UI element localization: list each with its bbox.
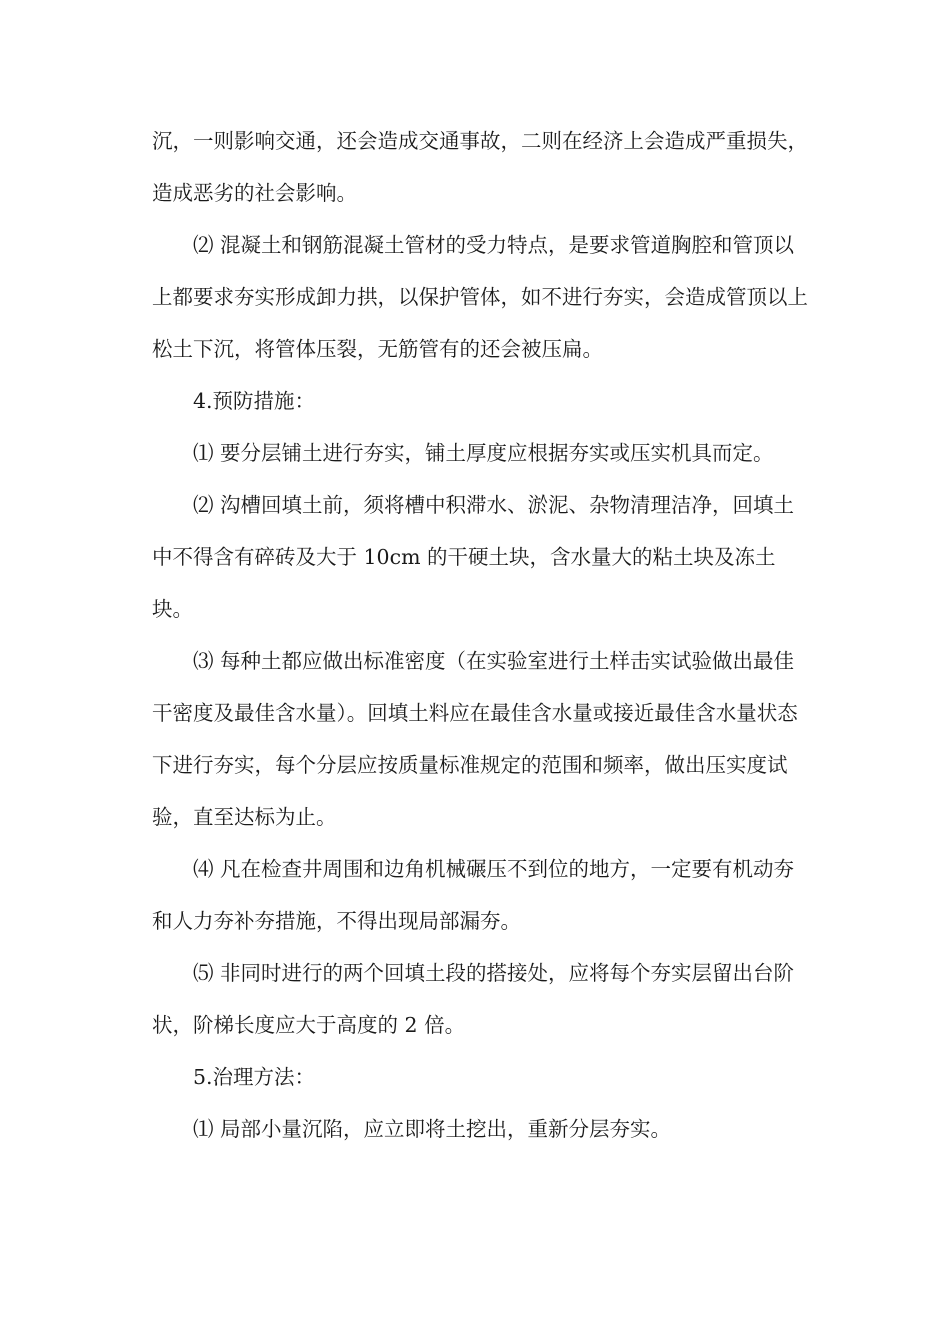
paragraph-prevention-item-4: ⑷ 凡在检查井周围和边角机械碾压不到位的地方，一定要有机动夯和人力夯补夯措施，不得出现局部漏夯。 bbox=[152, 857, 795, 933]
paragraph-continuation: 沉，一则影响交通，还会造成交通事故，二则在经济上会造成严重损失，造成恶劣的社会影响。 bbox=[152, 129, 808, 205]
paragraph-item-2-load-characteristics: ⑵ 混凝土和钢筋混凝土管材的受力特点，是要求管道胸腔和管顶以上都要求夯实形成卸力拱，以保护管体，如不进行夯实，会造成管顶以上松土下沉，将管体压裂，无筋管有的还会被压扁。 bbox=[152, 233, 808, 361]
paragraph-prevention-item-3: ⑶ 每种土都应做出标准密度（在实验室进行土样击实试验做出最佳干密度及最佳含水量）。回填土料应在最佳含水量或接近最佳含水量状态下进行夯实，每个分层应按质量标准规定的范围和频率，做出压实度试验，直至达标为止。 bbox=[152, 649, 798, 829]
paragraph-prevention-item-1: ⑴ 要分层铺土进行夯实，铺土厚度应根据夯实或压实机具而定。 bbox=[193, 441, 774, 465]
paragraph-treatment-item-1: ⑴ 局部小量沉陷，应立即将土挖出，重新分层夯实。 bbox=[193, 1117, 672, 1141]
section-heading-treatment-methods: 5.治理方法： bbox=[193, 1065, 316, 1089]
section-heading-prevention-measures: 4.预防措施： bbox=[193, 389, 316, 413]
paragraph-prevention-item-2: ⑵ 沟槽回填土前，须将槽中积滞水、淤泥、杂物清理洁净，回填土中不得含有碎砖及大于 10cm 的干硬土块，含水量大的粘土块及冻土块。 bbox=[152, 493, 795, 621]
paragraph-prevention-item-5: ⑸ 非同时进行的两个回填土段的搭接处，应将每个夯实层留出台阶状，阶梯长度应大于高度的 2 倍。 bbox=[152, 961, 795, 1037]
document-body bbox=[152, 115, 812, 1155]
